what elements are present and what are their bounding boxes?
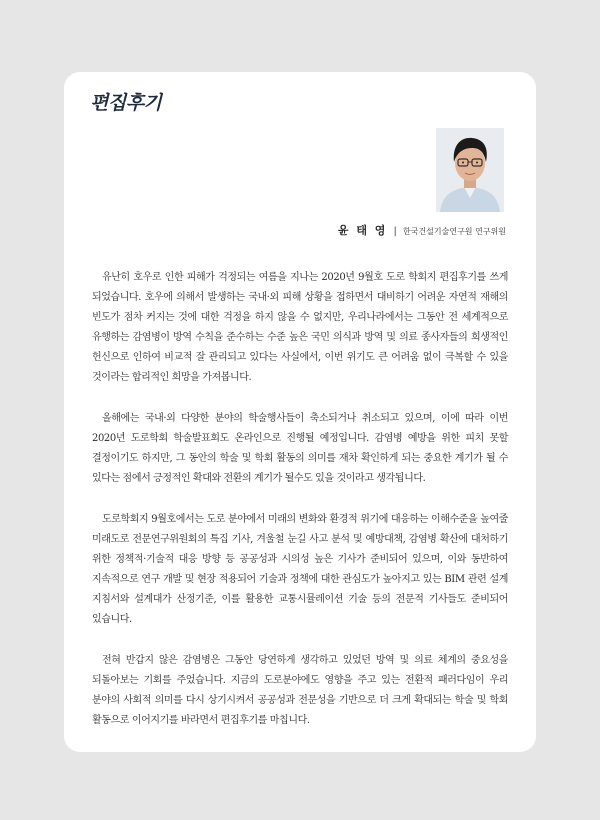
author-name: 윤 태 영 [337, 224, 388, 237]
paragraph-4: 전혀 반갑지 않은 감염병은 그동안 당연하게 생각하고 있었던 방역 및 의료 체계의 중요성을 되돌아보는 기회를 주었습니다. 지금의 도로분야에도 영향을 주고 있는 전환적 패러다임이 우리 분야의 사회적 의미를 다시 상기시켜서 공공성과 전문성을 기반으로 더 크게 확대되는 학술 및 학회 활동으로 이어지기를 바라면서 편집후기를 마칩니다. [92, 655, 508, 726]
author-photo [436, 128, 504, 212]
author-byline [338, 219, 506, 238]
page-card [64, 72, 536, 752]
paragraph-3: 도로학회지 9월호에서는 도로 분야에서 미래의 변화와 환경적 위기에 대응하는 이해수준을 높여줄 미래도로 전문연구위원회의 특집 기사, 겨울철 눈길 사고 분석 및 예방대책, 감염병 확산에 대처하기 위한 정책적·기술적 대응 방향 등 공공성과 시의성 높은 기사가 준비되어 있으며, 이와 동반하여 지속적으로 연구 개발 및 현장 적용되어 기술과 정책에 대한 관심도가 높아지고 있는 BIM 관련 설계 지침서와 설계대가 산정기준, 이를 활용한 교통시뮬레이션 기술 등의 전문적 기사들도 준비되어 있습니다. [92, 514, 508, 625]
author-portrait-illustration [436, 128, 504, 212]
editorial-body [92, 268, 508, 752]
paragraph-2: 올해에는 국내·외 다양한 분야의 학술행사들이 축소되거나 취소되고 있으며, 이에 따라 이번 2020년 도로학회 학술발표회도 온라인으로 진행될 예정입니다. 감염병 예방을 위한 피치 못할 결정이기도 하지만, 그 동안의 학술 및 학회 활동의 의미를 재차 확인하게 되는 중요한 계기가 될 수 있다는 점에서 긍정적인 확대와 전환의 계기가 될수도 있을 것이라고 생각됩니다. [92, 413, 508, 484]
byline-separator: | [393, 226, 397, 237]
paragraph-1: 유난히 호우로 인한 피해가 걱정되는 여름을 지나는 2020년 9월호 도로 학회지 편집후기를 쓰게 되었습니다. 호우에 의해서 발생하는 국내·외 피해 상황을 접하면서 대비하기 어려운 자연적 재해의 빈도가 점차 커지는 것에 대한 걱정을 하지 않을 수 없지만, 우리나라에서는 그동안 전 세계적으로 유행하는 감염병이 방역 수칙을 준수하는 수준 높은 국민 의식과 방역 및 의료 종사자들의 희생적인 헌신으로 인하여 비교적 잘 관리되고 있다는 사실에서, 이번 위기도 큰 어려움 없이 극복할 수 있을 것이라는 합리적인 희망을 가져봅니다. [92, 272, 508, 383]
page-title: 편집후기 [90, 92, 162, 114]
author-affiliation: 한국건설기술연구원 연구위원 [402, 227, 506, 236]
